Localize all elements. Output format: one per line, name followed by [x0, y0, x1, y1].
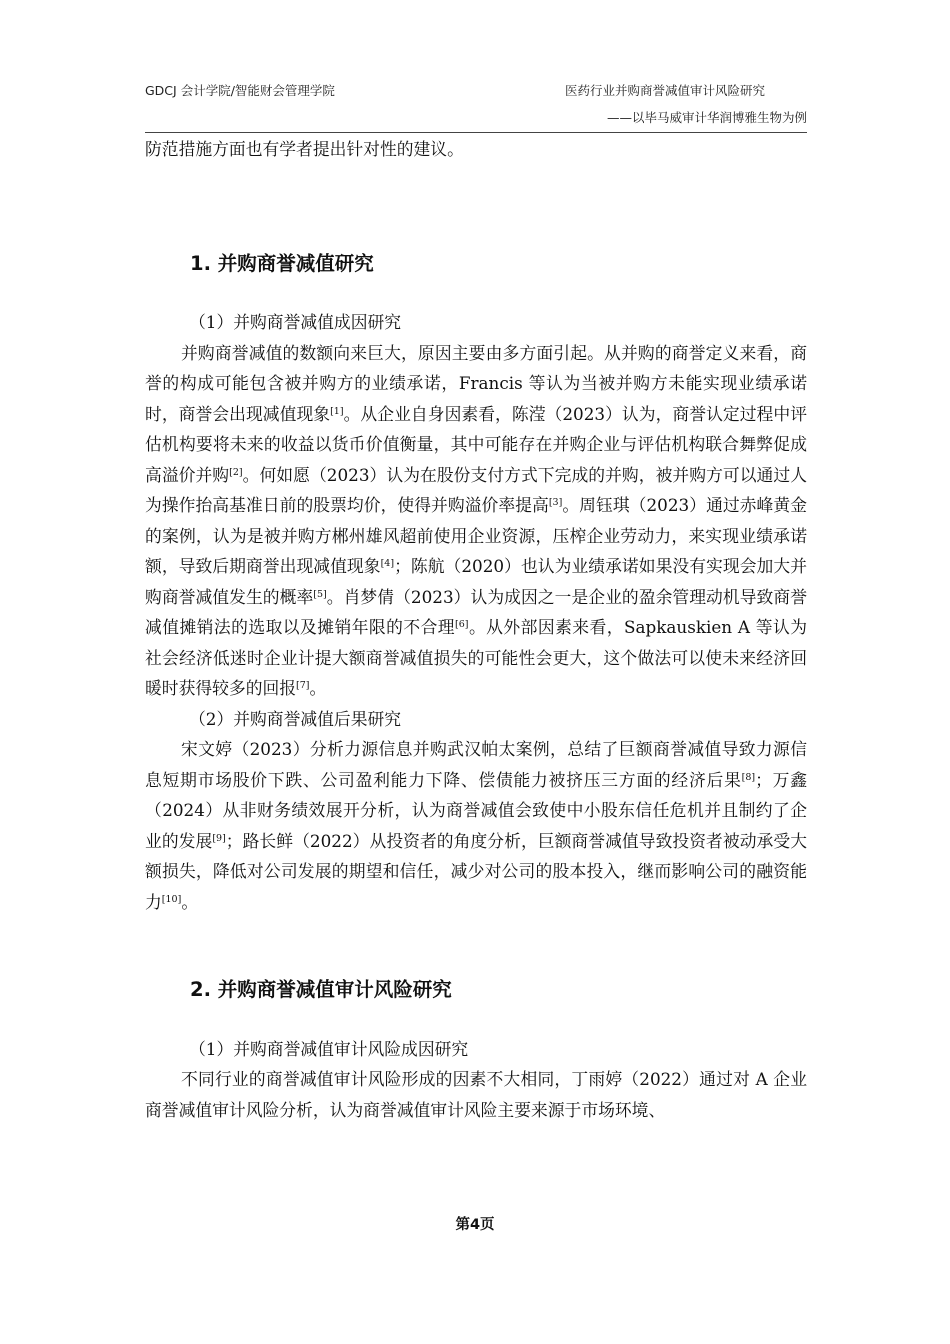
header-institution: GDCJ 会计学院/智能财会管理学院: [145, 83, 335, 98]
citation: [8]: [741, 771, 756, 783]
document-body: [145, 134, 807, 1125]
citation: [2]: [229, 466, 243, 478]
citation: [3]: [548, 497, 563, 508]
section-2-heading: 2. 并购商誉减值审计风险研究: [190, 978, 452, 1001]
section-1-paragraph-1: 并购商誉减值的数额向来巨大，原因主要由多方面引起。从并购的商誉定义来看，商誉的构成可能包含被并购方的业绩承诺，Francis 等认为当被并购方未能实现业绩承诺时，商誉会出现减值现象[1]。从企业自身因素看，陈滢（2023）认为，商誉认定过程中评估机构要将未来的收益以货币价值衡量，其中可能存在并购企业与评估机构联合舞弊促成高溢价并购[2]。何如愿（2023）认为在股份支付方式下完成的并购，被并购方可以通过人为操作抬高基准日前的股票均价，使得并购溢价率提高[3]。周钰琪（2023）通过赤峰黄金的案例，认为是被并购方郴州雄风超前使用企业资源，压榨企业劳动力，来实现业绩承诺额，导致后期商誉出现减值现象[4]；陈航（2020）也认为业绩承诺如果没有实现会加大并购商誉减值发生的概率[5]。肖梦倩（2023）认为成因之一是企业的盈余管理动机导致商誉减值摊销法的选取以及摊销年限的不合理[6]。从外部因素来看，Sapkauskien A 等认为社会经济低迷时企业计提大额商誉减值损失的可能性会更大，这个做法可以使未来经济回暖时获得较多的回报[7]。: [145, 342, 807, 698]
citation: [4]: [380, 558, 395, 569]
citation: [6]: [455, 619, 469, 630]
section-1-sub-1: （1）并购商誉减值成因研究: [189, 312, 402, 332]
citation: [10]: [161, 893, 182, 905]
opening-line: 防范措施方面也有学者提出针对性的建议。: [145, 139, 464, 159]
citation: [1]: [330, 405, 344, 417]
section-1-sub-2: （2）并购商誉减值后果研究: [189, 708, 402, 729]
header-subtitle: ——以毕马威审计华润博雅生物为例: [606, 110, 807, 125]
section-1-heading: 1. 并购商誉减值研究: [190, 251, 374, 275]
section-2-sub-1: （1）并购商誉减值审计风险成因研究: [189, 1038, 469, 1059]
section-2-paragraph-1: 不同行业的商誉减值审计风险形成的因素不大相同，丁雨婷（2022）通过对 A 企业商誉减值审计风险分析，认为商誉减值审计风险主要来源于市场环境、: [145, 1069, 807, 1120]
citation: [9]: [212, 832, 226, 844]
header-title: 医药行业并购商誉减值审计风险研究: [564, 83, 765, 98]
citation: [7]: [296, 680, 310, 691]
page-number: 第4页: [455, 1217, 495, 1233]
section-1-paragraph-2: 宋文婷（2023）分析力源信息并购武汉帕太案例，总结了巨额商誉减值导致力源信息短期市场股价下跌、公司盈利能力下降、偿债能力被挤压三方面的经济后果[8]；万鑫（2024）从非财务绩效展开分析，认为商誉减值会致使中小股东信任危机并且制约了企业的发展[9]；路长鲜（2022）从投资者的角度分析，巨额商誉减值导致投资者被动承受大额损失，降低对公司发展的期望和信任，减少对公司的股本投入，继而影响公司的融资能力[10]。: [145, 739, 807, 912]
page-header: [145, 78, 807, 133]
citation: [5]: [313, 588, 327, 600]
